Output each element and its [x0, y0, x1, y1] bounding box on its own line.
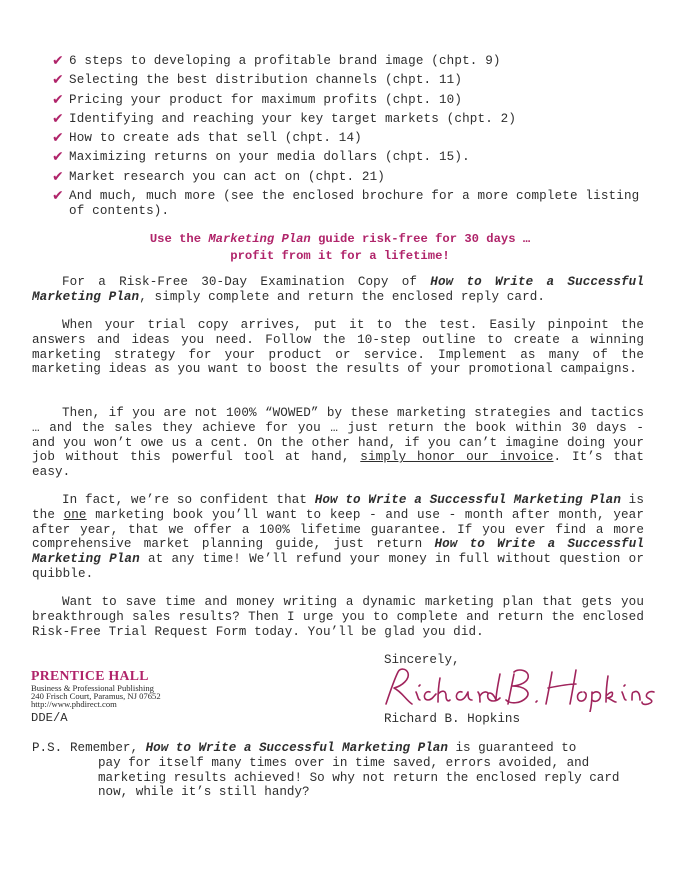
book-title: How to Write a Successful Marketing Plan	[32, 275, 645, 304]
checkmark-icon: ✔	[52, 110, 64, 127]
checkmark-icon: ✔	[52, 149, 64, 166]
paragraph-lifetime-guarantee: In fact, we’re so confident that How to Write a Successful Marketing Plan is the one marketing book you’ll want to keep - and use - month after month, year after year, that we offer a 100% lifetime guarantee. If you ever find a more comprehensive market planning guide, just return How to Write a Successful Marketing Plan at any time! We’ll refund your money in full without question or quibble.	[32, 493, 645, 581]
bullet-item: ✔ Selecting the best distribution channels (chpt. 11)	[52, 71, 652, 90]
paragraph-trial: When your trial copy arrives, put it to the test. Easily pinpoint the answers and ideas you need. Follow the 10-step outline to create a winning marketing strategy for your product or service. Implement as many of the marketing ideas as you want to boost the results of your promotional campaigns.	[32, 318, 644, 377]
book-title: How to Write a Successful Marketing Plan	[32, 537, 645, 567]
checkmark-icon: ✔	[52, 168, 64, 185]
paragraph-offer: For a Risk-Free 30-Day Examination Copy of How to Write a Successful Marketing Plan, simply complete and return the enclosed reply card.	[32, 275, 645, 304]
handwritten-signature	[376, 664, 656, 712]
offer-headline: Use the Marketing Plan guide risk-free for 30 days … profit from it for a lifetime!	[149, 232, 531, 263]
publisher-division: Business & Professional Publishing	[31, 683, 154, 693]
signer-name: Richard B. Hopkins	[384, 712, 521, 726]
book-title: How to Write a Successful Marketing Plan	[314, 493, 622, 507]
bullet-item: ✔ Pricing your product for maximum profits (chpt. 10)	[52, 91, 652, 110]
feature-bullet-list	[52, 52, 652, 219]
checkmark-icon: ✔	[52, 53, 64, 69]
bullet-item: ✔ Identifying and reaching your key target markets (chpt. 2)	[52, 110, 652, 129]
publisher-address: 240 Frisch Court, Paramus, NJ 07652	[31, 691, 161, 701]
bullet-item: ✔ And much, much more (see the enclosed brochure for a more complete listing of contents).	[52, 188, 640, 218]
bullet-item: ✔ 6 steps to developing a profitable brand image (chpt. 9)	[52, 52, 652, 71]
closing-salutation: Sincerely,	[384, 653, 460, 667]
postscript: P.S. Remember, How to Write a Successful Marketing Plan is guaranteed to pay for itself many times over in time saved, errors avoided, and marketing results achieved! So why not return the enclosed reply card now, while it’s still handy?	[32, 741, 620, 800]
bullet-item: ✔ Market research you can act on (chpt. 21)	[52, 168, 652, 187]
paragraph-call-to-action: Want to save time and money writing a dynamic marketing plan that gets you breakthrough sales results? Then I urge you to complete and return the enclosed Risk-Free Trial Request Form today. You’ll be glad you did.	[32, 595, 644, 639]
checkmark-icon: ✔	[52, 91, 64, 108]
checkmark-icon: ✔	[52, 72, 64, 89]
publisher-logo: PRENTICE HALL	[31, 668, 149, 683]
bullet-item: ✔ Maximizing returns on your media dollars (chpt. 15).	[52, 148, 652, 167]
book-title: How to Write a Successful Marketing Plan	[145, 741, 448, 755]
reference-code: DDE/A	[31, 711, 68, 725]
paragraph-guarantee: Then, if you are not 100% “WOWED” by these marketing strategies and tactics … and the sales they achieve for you … just return the book within 30 days - and you won’t owe us a cent. On the other hand, if you can’t imagine doing your job without this powerful tool at hand, simply honor our invoice. It’s that easy.	[32, 406, 644, 480]
checkmark-icon: ✔	[52, 188, 64, 205]
bullet-item: ✔ How to create ads that sell (chpt. 14)	[52, 129, 652, 148]
publisher-url: http://www.phdirect.com	[31, 699, 117, 709]
checkmark-icon: ✔	[52, 130, 64, 147]
